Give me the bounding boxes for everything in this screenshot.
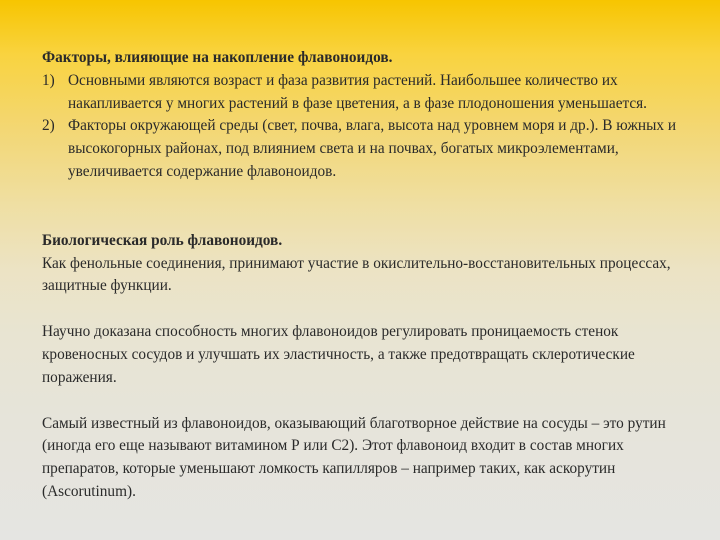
spacer [42,298,692,321]
factor-number: 1) [42,71,55,89]
rutin-paragraph: Самый известный из флавоноидов, оказывающий благотворное действие на сосуды – это рутин (иногда его еще называют витамином Р или С2). Этот флавоноид входит в состав многих препаратов, которые уменьшают ломкость капилляров – например таких, как аскорутин (Ascorutinum). [42,414,666,500]
factors-list [42,70,692,184]
factor-text: Основными являются возраст и фаза развития растений. Наибольшее количество их накапливается у многих растений в фазе цветения, а в фазе плодоношения уменьшается. [68,71,648,112]
permeability-paragraph: Научно доказана способность многих флавоноидов регулировать проницаемость стенок кровеносных сосудов и улучшать их эластичность, а также предотвращать склеротические поражения. [42,323,635,386]
spacer [42,184,692,230]
factor-item [42,115,692,183]
factor-item [42,70,692,116]
factor-text: Факторы окружающей среды (свет, почва, влага, высота над уровнем моря и др.). В южных и высокогорных районах, под влиянием света и на почвах, богатых микроэлементами, увеличивается содержание флавоноидов. [68,117,677,180]
spacer [42,390,692,413]
bio-role-title: Биологическая роль флавоноидов. [42,231,283,249]
slide-content [42,47,692,504]
factor-number: 2) [42,117,55,135]
factors-title: Факторы, влияющие на накопление флавоноидов. [42,49,393,66]
bio-role-text: Как фенольные соединения, принимают участие в окислительно-восстановительных процессах, защитные функции. [42,254,671,295]
